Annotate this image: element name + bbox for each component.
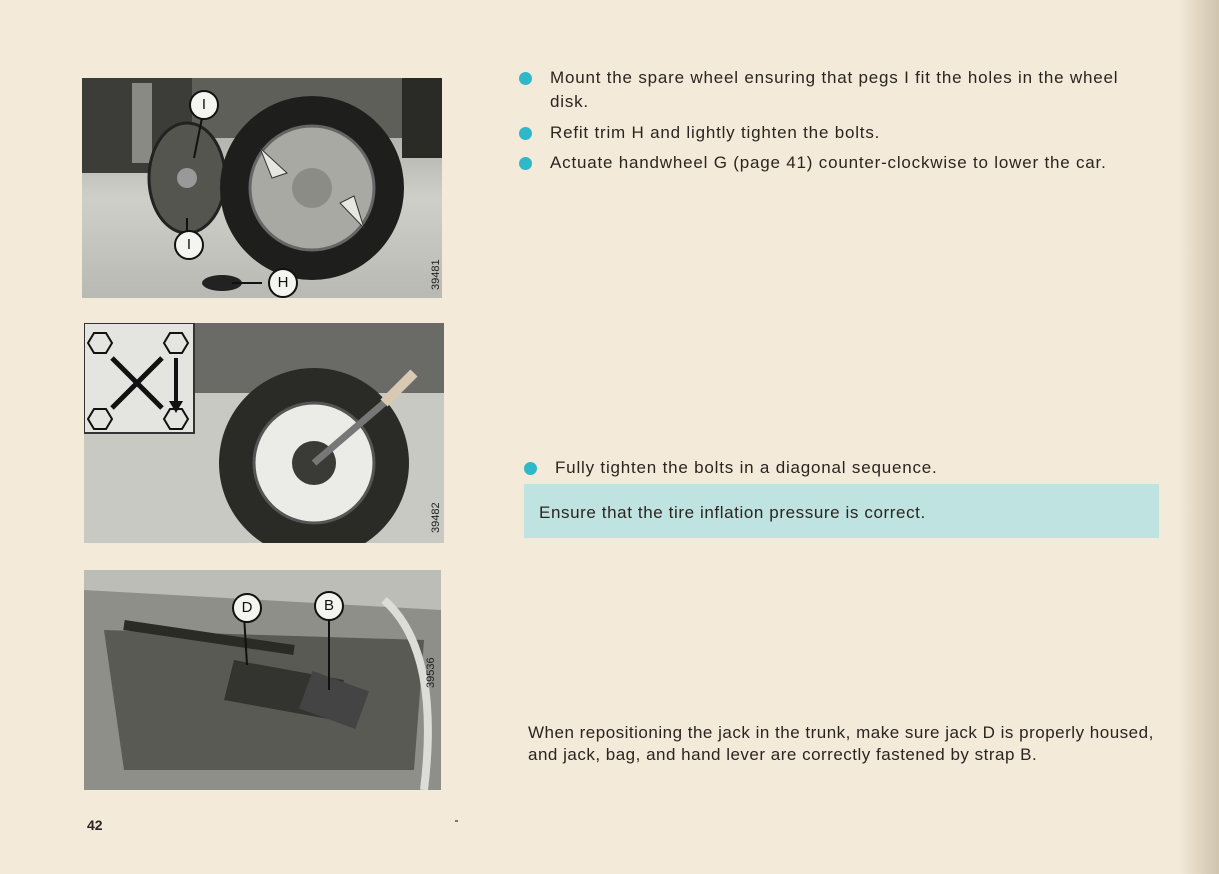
step-text: Mount the spare wheel ensuring that pegs I fit the holes in the wheel disk. xyxy=(550,68,1119,111)
figure-mount-wheel xyxy=(82,78,442,298)
bullet-dot xyxy=(519,72,532,85)
bullet-dot xyxy=(519,127,532,140)
bolt-sequence-illustration xyxy=(84,323,444,543)
figure-tighten-bolts xyxy=(84,323,444,543)
print-mark xyxy=(455,820,458,822)
figure-jack-trunk xyxy=(84,570,441,790)
bullet-dot xyxy=(519,157,532,170)
step-lower-car xyxy=(519,151,1159,175)
step-text: Fully tighten the bolts in a diagonal sequence. xyxy=(555,458,938,477)
book-spine-shadow xyxy=(1179,0,1219,874)
callout-trim-h: H xyxy=(268,268,298,298)
step-text: Refit trim H and lightly tighten the bolts. xyxy=(550,123,881,142)
jack-storage-note: When repositioning the jack in the trunk, make sure jack D is properly housed, and jack, bag, and hand lever are correctly fastened by strap B. xyxy=(528,723,1154,764)
tire-pressure-notice xyxy=(524,484,1159,538)
step-refit-trim xyxy=(519,121,1159,145)
wheel-mount-illustration xyxy=(82,78,442,298)
step-mount-wheel xyxy=(519,66,1159,114)
step-tighten-bolts xyxy=(524,456,1154,480)
callout-peg-i-bottom: I xyxy=(174,230,204,260)
page-number: 42 xyxy=(87,817,103,833)
bullet-dot xyxy=(524,462,537,475)
trunk-jack-illustration xyxy=(84,570,441,790)
figure-number: 39536 xyxy=(425,657,437,688)
callout-peg-i-top: I xyxy=(189,90,219,120)
callout-jack-d: D xyxy=(232,593,262,623)
callout-strap-b: B xyxy=(314,591,344,621)
notice-text: Ensure that the tire inflation pressure is correct. xyxy=(539,503,926,522)
figure-number: 39482 xyxy=(430,502,442,533)
figure-number: 39481 xyxy=(430,259,442,290)
step-text: Actuate handwheel G (page 41) counter-clockwise to lower the car. xyxy=(550,153,1107,172)
